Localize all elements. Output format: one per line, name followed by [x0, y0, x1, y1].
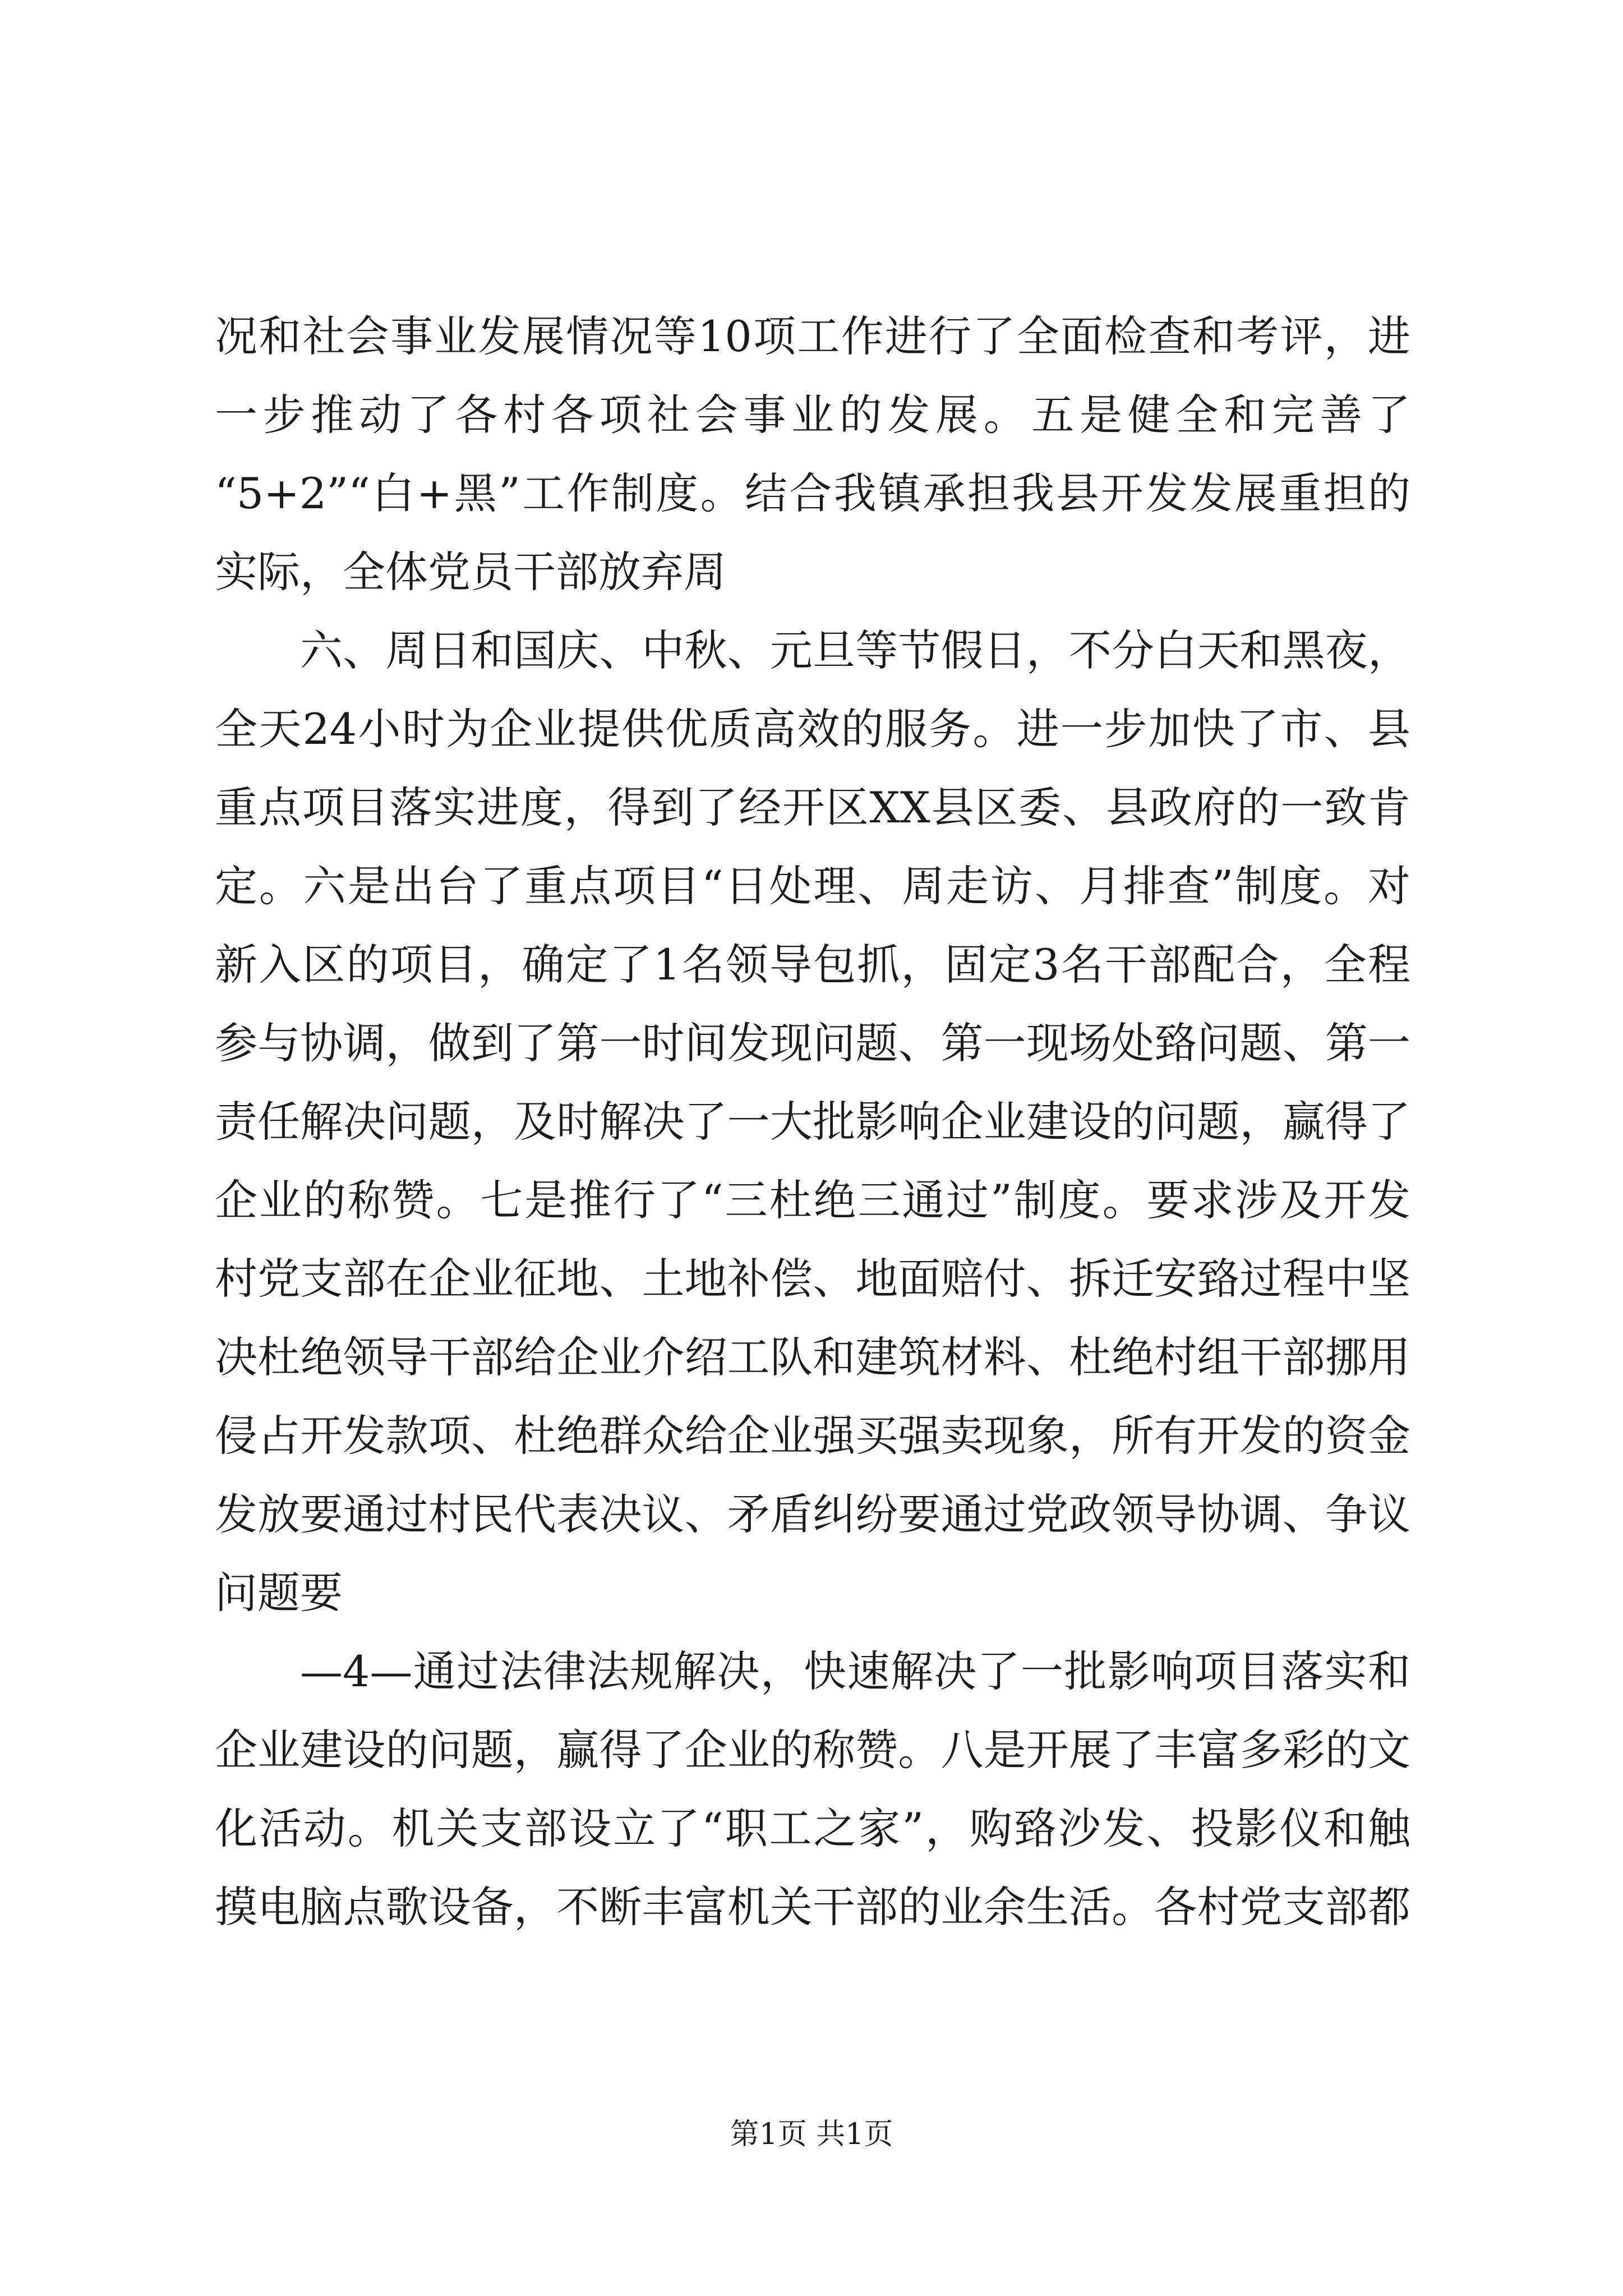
text-line: 一步推动了各村各项社会事业的发展。五是健全和完善了	[215, 390, 1410, 440]
text-line: 重点项目落实进度，得到了经开区XX县区委、县政府的一致肯	[215, 783, 1410, 832]
text-line: “5+2”“白+黑”工作制度。结合我镇承担我县开发发展重担的	[215, 468, 1410, 518]
page-footer	[0, 2115, 1623, 2154]
text-line: 参与协调，做到了第一时间发现问题、第一现场处臵问题、第一	[215, 1018, 1410, 1068]
text-line: 发放要通过村民代表决议、矛盾纠纷要通过党政领导协调、争议	[215, 1489, 1410, 1539]
text-line: 责任解决问题，及时解决了一大批影响企业建设的问题，赢得了	[215, 1097, 1410, 1147]
text-line: —4—通过法律法规解决，快速解决了一批影响项目落实和	[300, 1646, 1410, 1696]
text-line: 企业建设的问题，赢得了企业的称赞。八是开展了丰富多彩的文	[215, 1725, 1410, 1775]
text-line: 定。六是出台了重点项目“日处理、周走访、月排查”制度。对	[215, 861, 1410, 911]
text-line: 新入区的项目，确定了1名领导包抓，固定3名干部配合，全程	[215, 940, 1410, 990]
page-number: 第1页 共1页	[730, 2118, 893, 2151]
text-line: 决杜绝领导干部给企业介绍工队和建筑材料、杜绝村组干部挪用	[215, 1332, 1410, 1382]
text-line: 化活动。机关支部设立了“职工之家”，购臵沙发、投影仪和触	[215, 1803, 1410, 1853]
text-line: 况和社会事业发展情况等10项工作进行了全面检查和考评，进	[215, 311, 1410, 361]
body-text	[215, 297, 1410, 1947]
text-line: 侵占开发款项、杜绝群众给企业强买强卖现象，所有开发的资金	[215, 1411, 1410, 1461]
text-line: 摸电脑点歌设备，不断丰富机关干部的业余生活。各村党支部都	[215, 1882, 1410, 1932]
text-line: 企业的称赞。七是推行了“三杜绝三通过”制度。要求涉及开发	[215, 1175, 1410, 1225]
text-line: 村党支部在企业征地、土地补偿、地面赔付、拆迁安臵过程中坚	[215, 1254, 1410, 1304]
text-line: 全天24小时为企业提供优质高效的服务。进一步加快了市、县	[215, 704, 1410, 754]
text-line: 实际，全体党员干部放弃周	[215, 547, 726, 597]
text-line: 问题要	[215, 1568, 343, 1618]
text-line: 六、周日和国庆、中秋、元旦等节假日，不分白天和黑夜，	[300, 625, 1410, 675]
